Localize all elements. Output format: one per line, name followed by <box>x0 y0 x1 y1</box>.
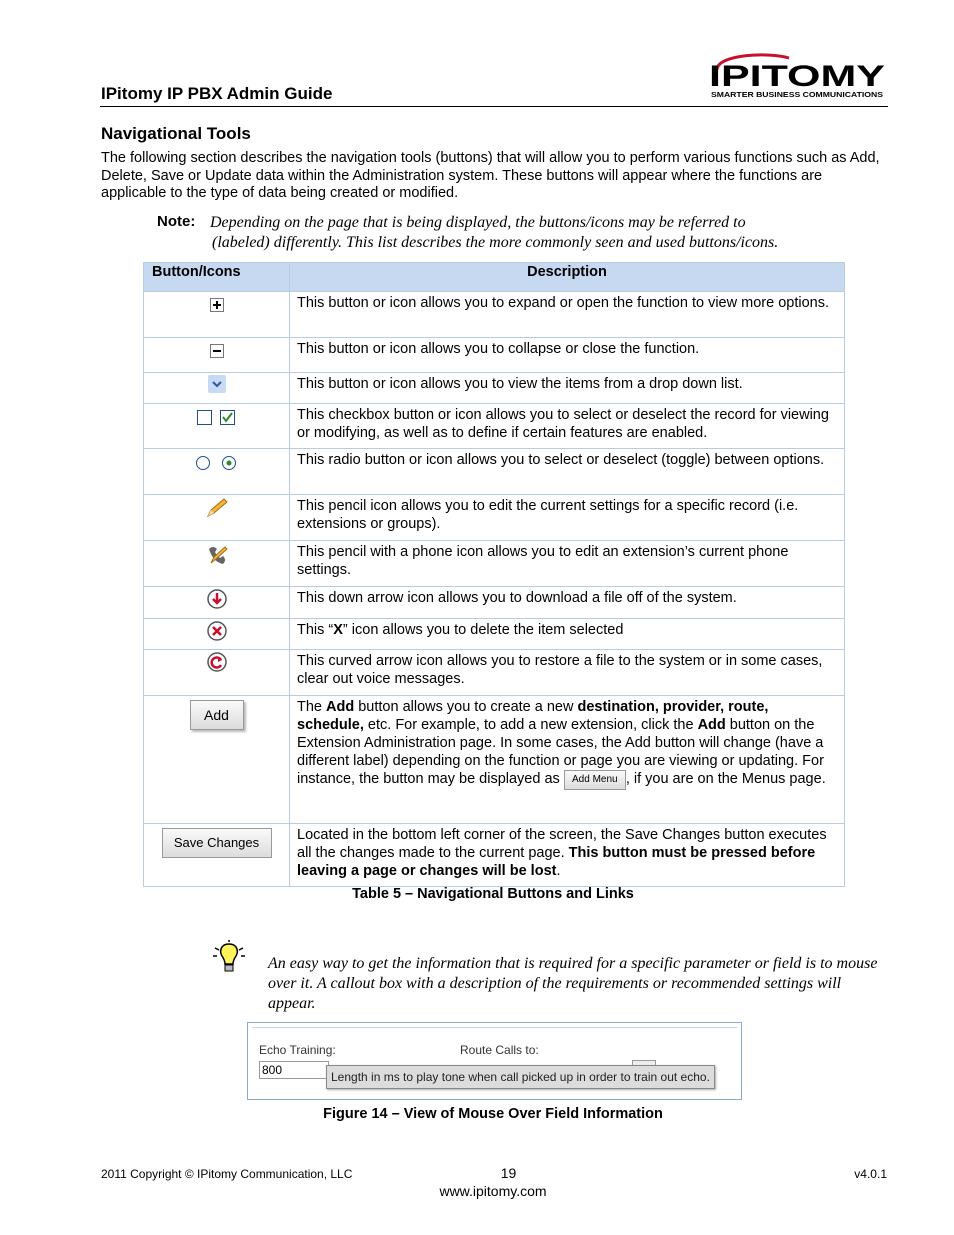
icon-cell <box>144 373 290 404</box>
table-row <box>144 495 845 541</box>
description-cell: The Add button allows you to create a new destination, provider, route, schedule, etc. For example, to add a new extension, click the Add button on the Extension Administration page. In some cases, the Add button will change (have a different label) depending on the function or page you are viewing or updating. For instance, the button may be displayed as Add Menu , if you are on the Menus page. <box>290 696 845 824</box>
table-row <box>144 696 845 824</box>
table-row <box>144 449 845 495</box>
logo-tagline: SMARTER BUSINESS COMMUNICATIONS <box>711 92 884 99</box>
add-button[interactable]: Add <box>190 700 244 730</box>
table-header-row <box>144 263 845 292</box>
description-cell: This checkbox button or icon allows you to select or deselect the record for viewing or modifying, as well as to define if certain features are enabled. <box>290 404 845 449</box>
icon-cell <box>144 404 290 449</box>
dropdown-icon[interactable] <box>208 375 226 398</box>
icon-cell <box>144 292 290 338</box>
expand-icon[interactable] <box>210 298 224 317</box>
description-cell: Located in the bottom left corner of the screen, the Save Changes button executes all the changes made to the current page. This button must be pressed before leaving a page or changes will be lost. <box>290 824 845 887</box>
pencil-icon[interactable] <box>205 497 229 524</box>
icon-cell <box>144 696 290 824</box>
section-title: Navigational Tools <box>101 124 251 143</box>
mouseover-figure <box>247 1022 742 1100</box>
column-header-icons: Button/Icons <box>144 263 290 292</box>
table-row <box>144 541 845 587</box>
description-cell: This down arrow icon allows you to download a file off of the system. <box>290 587 845 619</box>
restore-arrow-icon[interactable] <box>207 652 227 677</box>
tooltip-callout: Length in ms to play tone when call picked up in order to train out echo. <box>326 1065 715 1089</box>
description-cell: This pencil icon allows you to edit the current settings for a specific record (i.e. extensions or groups). <box>290 495 845 541</box>
footer-page-number: 19 <box>500 1165 517 1181</box>
description-cell: This curved arrow icon allows you to restore a file to the system or in some cases, clear out voice messages. <box>290 650 845 696</box>
navigational-buttons-table <box>143 262 845 887</box>
footer-version: v4.0.1 <box>854 1167 887 1181</box>
table-row <box>144 373 845 404</box>
note-label: Note: <box>157 213 196 230</box>
logo-wordmark: IPITOMY <box>709 60 885 93</box>
table-row <box>144 650 845 696</box>
note-line-2: (labeled) differently. This list describes the more commonly seen and used buttons/icons. <box>212 234 779 251</box>
description-cell: This button or icon allows you to expand or open the function to view more options. <box>290 292 845 338</box>
table-row <box>144 824 845 887</box>
icon-cell <box>144 495 290 541</box>
download-arrow-icon[interactable] <box>207 589 227 614</box>
note-line-1: Depending on the page that is being displayed, the buttons/icons may be referred to <box>210 214 746 231</box>
table-row <box>144 619 845 650</box>
checkbox-icon[interactable] <box>197 410 237 431</box>
icon-cell <box>144 449 290 495</box>
intro-paragraph: The following section describes the navigation tools (buttons) that will allow you to perform various functions such as Add, Delete, Save or Update data within the Administration system. These buttons will appear where the functions are applicable to the type of data being created or modified. <box>101 150 880 201</box>
table-row <box>144 292 845 338</box>
delete-x-icon[interactable] <box>207 621 227 646</box>
echo-training-label: Echo Training: <box>259 1043 336 1057</box>
description-cell: This button or icon allows you to collapse or close the function. <box>290 338 845 373</box>
note-text <box>210 213 850 253</box>
lightbulb-icon <box>212 940 246 976</box>
description-cell: This pencil with a phone icon allows you to edit an extension’s current phone settings. <box>290 541 845 587</box>
icon-cell <box>144 650 290 696</box>
icon-cell <box>144 619 290 650</box>
ipitomy-logo <box>709 50 887 100</box>
table-caption: Table 5 – Navigational Buttons and Links <box>352 886 634 902</box>
route-calls-label: Route Calls to: <box>460 1043 539 1057</box>
footer-copyright: 2011 Copyright © IPitomy Communication, LLC <box>101 1167 353 1181</box>
description-cell: This radio button or icon allows you to select or deselect (toggle) between options. <box>290 449 845 495</box>
description-cell: This “X” icon allows you to delete the item selected <box>290 619 845 650</box>
description-cell: This button or icon allows you to view the items from a drop down list. <box>290 373 845 404</box>
pencil-phone-icon[interactable] <box>205 543 229 572</box>
figure-caption: Figure 14 – View of Mouse Over Field Information <box>323 1106 663 1122</box>
table-row <box>144 587 845 619</box>
icon-cell <box>144 824 290 887</box>
icon-cell <box>144 587 290 619</box>
save-changes-button[interactable]: Save Changes <box>162 828 272 858</box>
document-header-title: IPitomy IP PBX Admin Guide <box>101 84 333 103</box>
figure-panel <box>252 1027 737 1095</box>
echo-training-input[interactable]: 800 <box>259 1061 329 1079</box>
table-row <box>144 338 845 373</box>
header-rule <box>100 106 888 107</box>
radio-icon[interactable] <box>195 455 239 476</box>
collapse-icon[interactable] <box>210 344 224 363</box>
icon-cell <box>144 541 290 587</box>
tip-text: An easy way to get the information that is required for a specific parameter or field is to mouse over it. A callout box with a description of the requirements or recommended settings will appear. <box>268 955 878 1012</box>
footer-url[interactable]: www.ipitomy.com <box>439 1183 547 1199</box>
table-row <box>144 404 845 449</box>
add-menu-button[interactable]: Add Menu <box>564 770 626 790</box>
column-header-description: Description <box>290 263 845 292</box>
icon-cell <box>144 338 290 373</box>
